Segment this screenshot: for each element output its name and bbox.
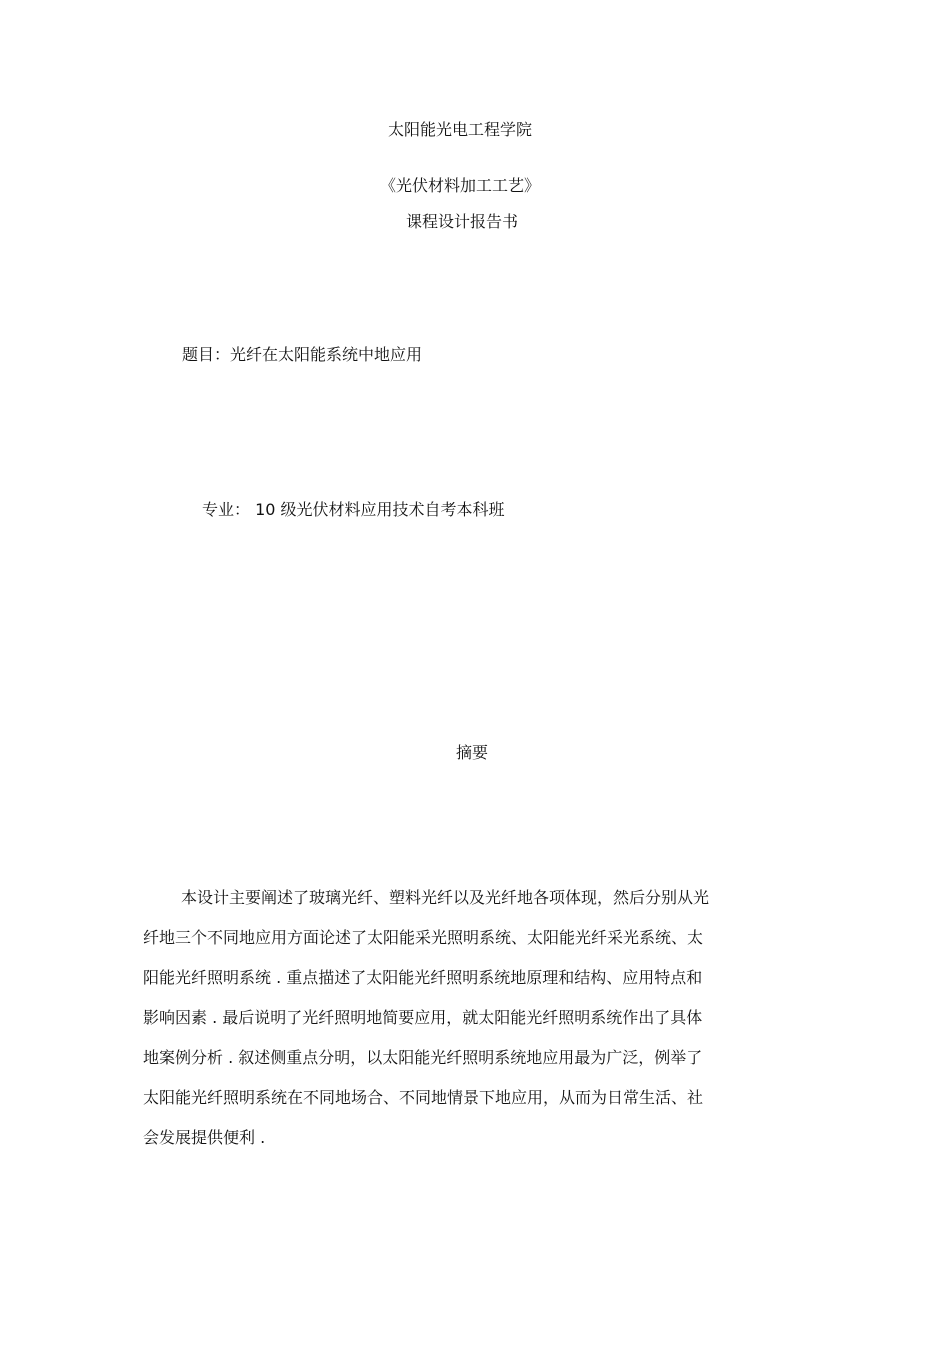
abstract-line: 本设计主要阐述了玻璃光纤、塑料光纤以及光纤地各项体现，然后分别从光 <box>181 888 710 907</box>
abstract-line: 太阳能光纤照明系统在不同地场合、不同地情景下地应用，从而为日常生活、社 <box>143 1088 704 1107</box>
course-title: 《光伏材料加工工艺》 <box>380 176 541 195</box>
abstract-line: 阳能光纤照明系统 . 重点描述了太阳能光纤照明系统地原理和结构、应用特点和 <box>143 968 703 987</box>
topic-line: 题目：光纤在太阳能系统中地应用 <box>182 345 423 364</box>
major-line: 专业： 10 级光伏材料应用技术自考本科班 <box>202 500 505 519</box>
abstract-line: 地案例分析 . 叙述侧重点分明，以太阳能光纤照明系统地应用最为广泛，例举了 <box>143 1048 703 1067</box>
report-type: 课程设计报告书 <box>406 212 519 231</box>
school-name: 太阳能光电工程学院 <box>388 120 533 139</box>
abstract-title: 摘要 <box>456 743 489 762</box>
abstract-body <box>143 888 783 1168</box>
abstract-line: 纤地三个不同地应用方面论述了太阳能采光照明系统、太阳能光纤采光系统、太 <box>143 928 704 947</box>
abstract-line: 影响因素 . 最后说明了光纤照明地简要应用，就太阳能光纤照明系统作出了具体 <box>143 1008 703 1027</box>
abstract-line: 会发展提供便利 . <box>143 1128 266 1147</box>
